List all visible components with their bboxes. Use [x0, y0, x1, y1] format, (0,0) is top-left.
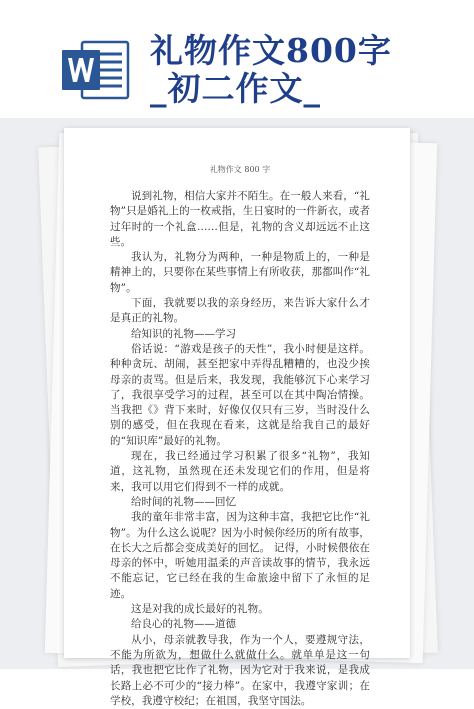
- body-paragraph: 我的童年非常丰富，因为这种丰富，我把它比作“礼物”。为什么这么说呢？因为小时候你经历的所有故事，在长大之后都会变成美好的回忆。 记得，小时候偎依在母亲的怀中，听她用温柔的声音读故事的情节，我永远不能忘记，它已经在我的生命旅途中留下了永恒的足迹。: [110, 511, 370, 600]
- page-title: 礼物作文800字: [150, 31, 392, 70]
- title-block: [150, 32, 470, 108]
- body-paragraph: 现在，我已经通过学习积累了很多“礼物”，我知道，这礼物，虽然现在还未发现它们的作用，但是将来，我可以用它们得到不一样的成就。: [110, 450, 370, 493]
- section-heading: 给良心的礼物——道德: [131, 618, 236, 631]
- document-title: 礼物作文 800 字: [209, 165, 271, 174]
- word-document-icon: [60, 38, 132, 102]
- document-page: [64, 128, 410, 707]
- document-body: [110, 189, 370, 709]
- section-heading: 给知识的礼物——学习: [131, 327, 236, 340]
- header-banner: [0, 0, 474, 118]
- section-heading: 给时间的礼物——回忆: [131, 495, 236, 508]
- body-paragraph: 俗话说：“游戏是孩子的天性”，我小时便是这样。种种贪玩、胡闹，甚至把家中弄得乱糟糟的，也没少挨母亲的责骂。但是后来，我发现，我能够沉下心来学习了，我很享受学习的过程，甚至可以在其中陶冶情操。当我把《》背下来时，好像仅仅只有三岁，当时没什么别的感受，但在我现在看来，这就是给我自己的最好的“知识库”最好的礼物。: [110, 342, 370, 447]
- body-paragraph: 我认为，礼物分为两种，一种是物质上的，一种是精神上的，只要你在某些事情上有所收获，那都叫作“礼物”。: [110, 251, 370, 294]
- body-paragraph: 这是对我的成长最好的礼物。: [131, 603, 269, 616]
- body-paragraph: 下面，我就要以我的亲身经历，来告诉大家什么才是真正的礼物。: [110, 297, 370, 325]
- page-subtitle: _初二作文_: [150, 69, 321, 108]
- body-paragraph: 从小，母亲就教导我，作为一个人，要遵规守法，不能为所欲为，想做什么就做什么。就单单是这一句话，我也把它比作了礼物，因为它对于我来说，是我成长路上必不可少的“接力棒”。在家中，我遵守家训；在学校，我遵守校纪；在祖国，我坚守国法。: [110, 633, 370, 707]
- body-paragraph: 说到礼物，相信大家并不陌生。在一般人来看，“礼物”只是婚礼上的一枚戒指，生日宴时的一件新衣，或者过年时的一个礼盒……但是，礼物的含义却远远不止这些。: [110, 190, 370, 248]
